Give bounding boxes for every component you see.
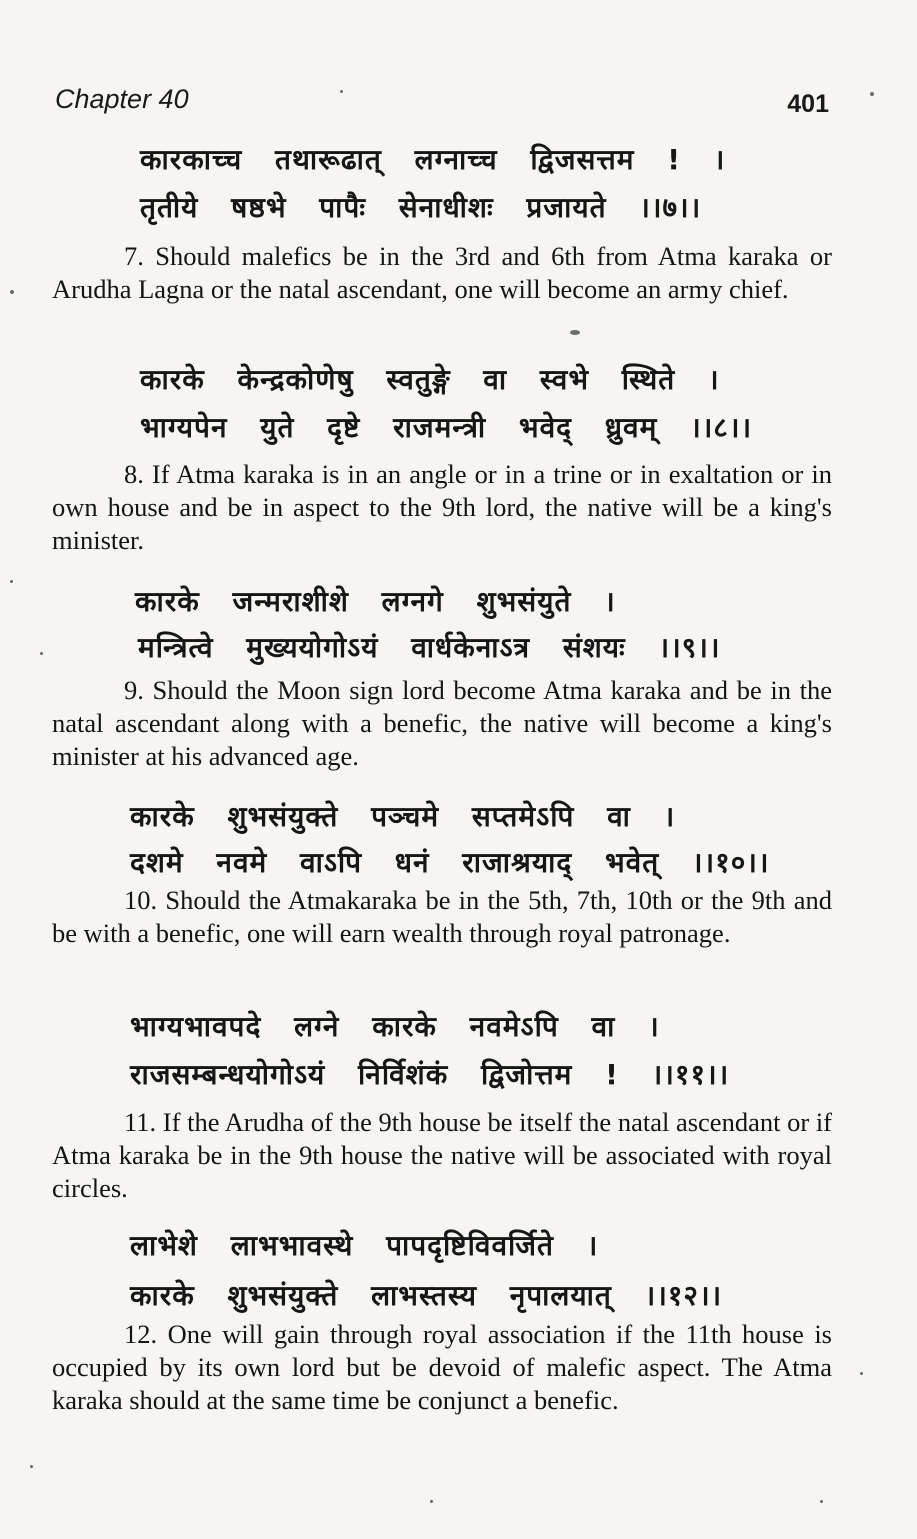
verse-line: कारकाच्च तथारूढात् लग्नाच्च द्विजसत्तम ! । — [140, 143, 726, 176]
scan-speck — [10, 290, 14, 294]
verse-translation — [52, 884, 832, 950]
verse-translation — [52, 674, 832, 773]
verse-translation — [52, 240, 832, 306]
translation-text: 10. Should the Atmakaraka be in the 5th, 7th, 10th or the 9th and be with a benefic, one will earn wealth through royal patronage. — [52, 885, 832, 948]
chapter-title: Chapter 40 — [55, 84, 189, 114]
verse-line: कारके शुभसंयुक्ते पञ्चमे सप्तमेऽपि वा । — [130, 800, 676, 833]
scan-speck — [430, 1500, 433, 1503]
verse-line: राजसम्बन्धयोगोऽयं निर्विशंकं द्विजोत्तम ! ।।११।। — [130, 1058, 730, 1091]
verse-translation — [52, 458, 832, 557]
verse-line: भाग्यभावपदे लग्ने कारके नवमेऽपि वा । — [130, 1010, 660, 1043]
scan-speck — [10, 580, 13, 583]
page-header — [55, 84, 829, 124]
verse-line: कारके केन्द्रकोणेषु स्वतुङ्गे वा स्वभे स्थिते । — [140, 363, 720, 396]
scan-speck — [30, 1465, 33, 1468]
scan-speck — [340, 90, 343, 93]
translation-text: 12. One will gain through royal association if the 11th house is occupied by its own lord but be devoid of malefic aspect. The Atma karaka should at the same time be conjunct a benefic. — [52, 1319, 832, 1415]
verse-line: तृतीये षष्ठभे पापैः सेनाधीशः प्रजायते ।।७।। — [140, 191, 702, 224]
scan-speck — [870, 92, 874, 96]
verse-line: दशमे नवमे वाऽपि धनं राजाश्रयाद् भवेत् ।।१०।। — [130, 846, 770, 879]
translation-text: 9. Should the Moon sign lord become Atma karaka and be in the natal ascendant along with a benefic, the native will become a king's minister at his advanced age. — [52, 675, 832, 771]
verse-line: कारके जन्मराशीशे लग्नगे शुभसंयुते । — [135, 585, 616, 618]
scan-speck — [820, 1500, 823, 1503]
page-number: 401 — [787, 90, 829, 118]
verse-line: लाभेशे लाभभावस्थे पापदृष्टिविवर्जिते । — [130, 1229, 599, 1262]
translation-text: 11. If the Arudha of the 9th house be itself the natal ascendant or if Atma karaka be in the 9th house the native will be associated with royal circles. — [52, 1107, 832, 1203]
verse-translation — [52, 1318, 832, 1417]
scan-speck — [40, 652, 43, 655]
scan-speck — [860, 1372, 863, 1375]
scan-speck — [570, 330, 580, 335]
verse-line: कारके शुभसंयुक्ते लाभस्तस्य नृपालयात् ।।१२।। — [130, 1279, 723, 1312]
verse-line: मन्त्रित्वे मुख्ययोगोऽयं वार्धकेनाऽत्र संशयः ।।९।। — [138, 631, 721, 664]
verse-translation — [52, 1106, 832, 1205]
verse-line: भाग्यपेन युते दृष्टे राजमन्त्री भवेद् ध्रुवम् ।।८।। — [140, 411, 753, 444]
translation-text: 8. If Atma karaka is in an angle or in a trine or in exaltation or in own house and be in aspect to the 9th lord, the native will be a king's minister. — [52, 459, 832, 555]
translation-text: 7. Should malefics be in the 3rd and 6th from Atma karaka or Arudha Lagna or the natal ascendant, one will become an army chief. — [52, 241, 832, 304]
